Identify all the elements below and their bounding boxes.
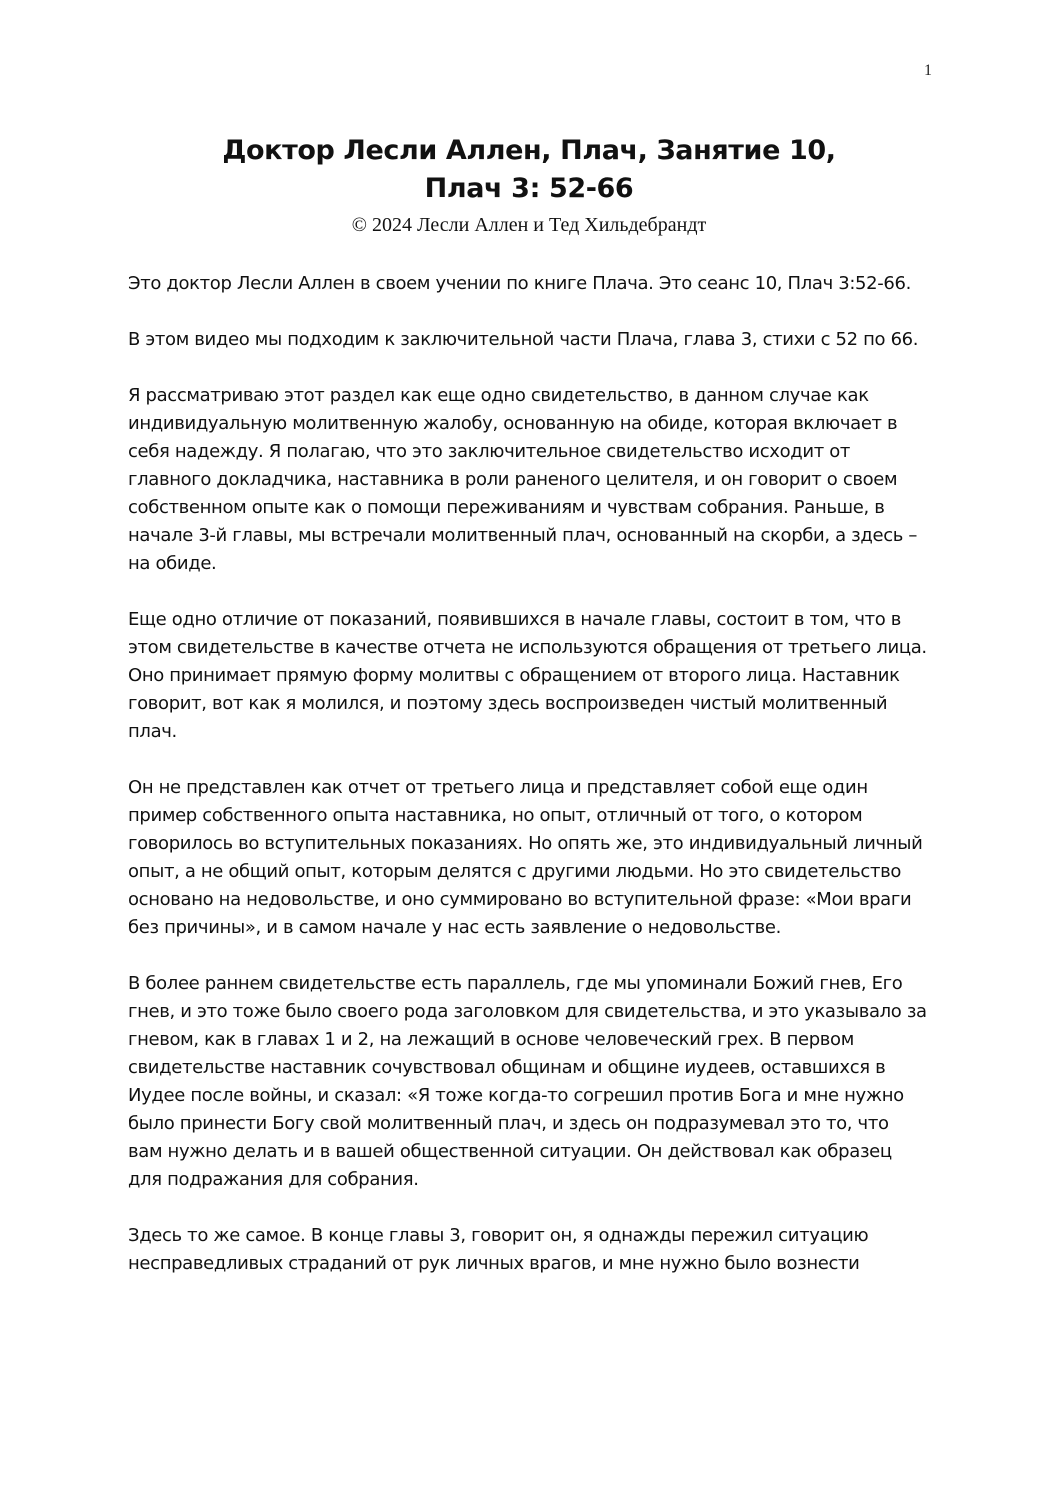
page-title-line-1: Доктор Лесли Аллен, Плач, Занятие 10, [222,135,836,166]
paragraph: Это доктор Лесли Аллен в своем учении по книге Плача. Это сеанс 10, Плач 3:52-66. [128,273,911,294]
copyright-notice: © 2024 Лесли Аллен и Тед Хильдебрандт [351,214,707,236]
paragraph: В этом видео мы подходим к заключительной части Плача, глава 3, стихи с 52 по 66. [128,329,919,350]
paragraph: Он не представлен как отчет от третьего лица и представляет собой еще один пример собственного опыта наставника, но опыт, отличный от того, о котором говорилось во вступительных показаниях. Но опять же, это индивидуальный личный опыт, а не общий опыт, которым делятся с другими людьми. Но это свидетельство основано на недовольстве, и оно суммировано во вступительной фразе: «Мои враги без причины», и в самом начале у нас есть заявление о недовольстве. [128,777,923,938]
paragraph: Здесь то же самое. В конце главы 3, говорит он, я однажды пережил ситуацию несправедливых страданий от рук личных врагов, и мне нужно было вознести [128,1225,869,1274]
paragraph: Еще одно отличие от показаний, появившихся в начале главы, состоит в том, что в этом свидетельстве в качестве отчета не используются обращения от третьего лица. Оно принимает прямую форму молитвы с обращением от второго лица. Наставник говорит, вот как я молился, и поэтому здесь воспроизведен чистый молитвенный плач. [128,609,927,742]
page-title-line-2: Плач 3: 52-66 [424,173,634,204]
page-number: 1 [924,62,932,79]
paragraph: В более раннем свидетельстве есть параллель, где мы упоминали Божий гнев, Его гнев, и это тоже было своего рода заголовком для свидетельства, и это указывало за гневом, как в главах 1 и 2, на лежащий в основе человеческий грех. В первом свидетельстве наставник сочувствовал общинам и общине иудеев, оставшихся в Иудее после войны, и сказал: «Я тоже когда-то согрешил против Бога и мне нужно было принести Богу свой молитвенный плач, и здесь он подразумевал это то, что вам нужно делать и в вашей общественной ситуации. Он действовал как образец для подражания для собрания. [128,973,927,1190]
document-body [128,270,928,1306]
document-header [0,132,1058,240]
paragraph: Я рассматриваю этот раздел как еще одно свидетельство, в данном случае как индивидуальную молитвенную жалобу, основанную на обиде, которая включает в себя надежду. Я полагаю, что это заключительное свидетельство исходит от главного докладчика, наставника в роли раненого целителя, и он говорит о своем собственном опыте как о помощи переживаниям и чувствам собрания. Раньше, в начале 3-й главы, мы встречали молитвенный плач, основанный на скорби, а здесь – на обиде. [128,385,918,574]
